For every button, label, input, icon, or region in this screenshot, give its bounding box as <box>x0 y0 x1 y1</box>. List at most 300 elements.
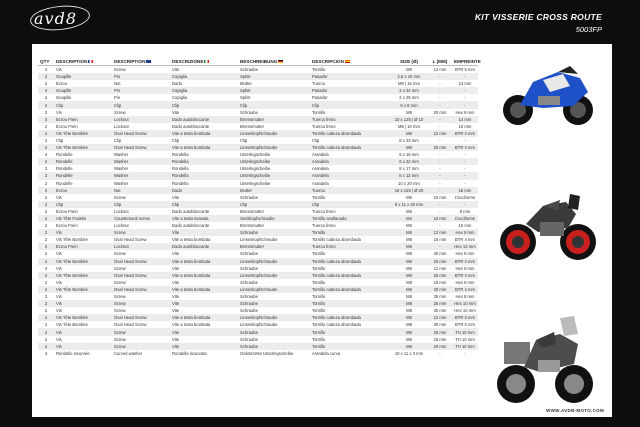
table-cell: Arandela <box>310 172 390 179</box>
table-cell: 2 <box>44 223 48 229</box>
table-row <box>38 208 478 215</box>
table-cell: Rondella <box>170 158 238 165</box>
table-row <box>38 222 478 229</box>
table-cell: Schraube <box>240 336 258 342</box>
table-cell: - <box>428 187 452 194</box>
table-cell: Tornillo <box>312 194 326 200</box>
table-header-row <box>38 58 478 66</box>
table-cell: Clip <box>238 201 310 208</box>
table-cell: M6 <box>406 194 412 200</box>
table-cell: 2 <box>38 101 54 108</box>
table-cell: Clip <box>310 201 390 208</box>
table-cell: Vis <box>56 279 62 285</box>
table-cell: Tornillo cabeza abombada <box>312 322 361 328</box>
table-cell: 8 mm <box>459 208 471 214</box>
table-cell: - <box>439 137 441 143</box>
table-cell: Clip <box>112 101 170 108</box>
table-cell: Vis Tête Bombée <box>54 144 112 151</box>
table-cell: Vite a testa bombata <box>170 130 238 137</box>
table-cell: 2 <box>44 123 48 129</box>
table-row <box>38 265 478 272</box>
table-row <box>38 343 478 350</box>
table-cell: Locknut <box>112 243 170 250</box>
table-cell: Schraube <box>240 265 258 271</box>
table-cell: 2 <box>38 172 54 179</box>
table-cell: 2 <box>38 343 54 350</box>
table-row <box>38 151 478 158</box>
table-cell: Vis <box>56 294 62 300</box>
table-cell: M6 <box>406 223 412 229</box>
table-cell: Screw <box>114 265 126 271</box>
table-cell: Ecrou Frein <box>54 243 112 250</box>
table-cell: 16 mm <box>433 279 447 285</box>
table-cell: Screw <box>114 308 126 314</box>
column-header-label: QTY <box>40 59 50 64</box>
table-cell: - <box>452 158 478 165</box>
table-cell: - <box>439 166 441 172</box>
table-cell: Tuerca freno <box>310 116 390 123</box>
table-cell: Washer <box>112 172 170 179</box>
table-cell: 6 x 8 mm <box>390 101 428 108</box>
table-cell: 2 <box>44 180 48 186</box>
table-cell: Screw <box>114 194 126 200</box>
table-cell: Screw <box>114 279 126 285</box>
table-cell: Vis <box>56 251 62 257</box>
table-cell: 20 mm <box>428 258 452 265</box>
table-cell: 12 mm <box>433 67 447 73</box>
table-row <box>38 158 478 165</box>
table-cell: Clip <box>170 201 238 208</box>
table-cell: Vite <box>172 109 180 115</box>
table-cell: - <box>452 201 478 208</box>
table-cell: Tuerca <box>310 187 390 194</box>
table-cell: Cruciforme <box>454 194 476 200</box>
table-cell: M6 <box>406 237 412 243</box>
table-cell: BTR 4 mm <box>452 272 478 279</box>
table-cell: 8 x 23 mm <box>399 137 419 143</box>
table-cell: Mutter <box>238 187 310 194</box>
table-cell: Copiglia <box>170 87 238 94</box>
table-cell: - <box>439 123 441 129</box>
table-cell: BTR 4 mm <box>452 258 478 265</box>
table-cell: M8 <box>406 322 412 328</box>
table-cell: Vis <box>54 300 112 307</box>
table-cell: Oval Head Screw <box>112 314 170 321</box>
table-cell: 4 <box>38 116 54 123</box>
table-cell: Splint <box>238 73 310 80</box>
adventure-bike-image <box>494 312 594 410</box>
table-cell: Oval Head Screw <box>114 237 147 243</box>
table-cell: 10 x 11 x 3 mm <box>394 350 424 356</box>
table-cell: - <box>428 87 452 94</box>
table-cell: 2 <box>44 109 48 115</box>
table-cell: M8 <box>406 279 412 285</box>
table-cell: Vis <box>54 328 112 335</box>
table-cell: Ecrou <box>56 81 67 87</box>
table-cell: - <box>428 116 452 123</box>
table-cell: 2.5 x 10 mm <box>390 73 428 80</box>
table-cell: 12 mm <box>428 314 452 321</box>
table-cell: Hex 10 mm <box>454 308 476 314</box>
table-cell: Vite a testa bombata <box>170 258 238 265</box>
table-cell: Arandela <box>312 180 329 186</box>
table-cell: BTR 5 mm <box>454 322 475 328</box>
table-cell: BTR 4 mm <box>452 286 478 293</box>
table-cell: Hex 8 mm <box>455 109 475 115</box>
table-cell: Arandela curva <box>312 350 341 356</box>
flag-fr-icon <box>88 60 93 63</box>
table-cell: 2 <box>44 294 48 300</box>
table-row <box>38 336 478 343</box>
table-cell: Unterlegscheibe <box>238 172 310 179</box>
table-cell: 2 <box>38 314 54 321</box>
table-cell: Rondelle incurvée <box>56 350 90 356</box>
table-cell: - <box>464 137 466 143</box>
table-cell: Tornillo <box>310 328 390 335</box>
table-cell: Ecrou Frein <box>54 116 112 123</box>
table-cell: Vite a testa bombata <box>170 314 238 321</box>
table-cell: Clip <box>240 137 248 143</box>
table-cell: Vis <box>56 67 62 73</box>
table-cell: Vite <box>172 194 180 200</box>
table-cell: Pasador <box>312 95 328 101</box>
table-cell: Bremsmutter <box>240 223 264 229</box>
table-cell: - <box>439 350 441 356</box>
table-row <box>38 80 478 87</box>
table-cell: M8 <box>406 308 412 314</box>
table-cell: Vite <box>172 279 180 285</box>
table-cell: Tornillo <box>312 336 326 342</box>
table-cell: Screw <box>112 343 170 350</box>
table-cell: 12 mm <box>428 229 452 236</box>
table-cell: 2 <box>44 137 48 143</box>
table-cell: Hex 8 mm <box>455 251 475 257</box>
table-cell: - <box>464 152 466 158</box>
flag-uk-icon <box>146 60 151 63</box>
table-cell: Oval Head Screw <box>112 130 170 137</box>
table-cell: Vis Tête Bombée <box>54 130 112 137</box>
table-cell: M8 <box>406 251 412 257</box>
table-cell: 25 mm <box>428 272 452 279</box>
table-cell: Pin <box>112 87 170 94</box>
table-cell: M6 <box>406 265 412 271</box>
table-cell: 20 mm <box>428 343 452 350</box>
table-cell: 10 mm <box>433 194 447 200</box>
table-cell: - <box>428 201 452 208</box>
table-cell: Schraube <box>240 308 258 314</box>
table-cell: - <box>439 223 441 229</box>
table-row <box>38 243 478 250</box>
table-cell: Dado autobloccante <box>172 208 210 214</box>
table-cell: Nut <box>114 81 121 87</box>
table-cell: Vis Tête Bombée <box>54 258 112 265</box>
table-cell: Hex 8 mm <box>452 229 478 236</box>
table-row <box>38 350 478 357</box>
table-cell: TH 10 mm <box>455 336 475 342</box>
table-cell: M6 <box>406 336 412 342</box>
table-cell: Oval Head Screw <box>112 258 170 265</box>
table-cell: Pin <box>112 73 170 80</box>
table-cell: 25 mm <box>428 300 452 307</box>
table-cell: Rondelle <box>56 166 73 172</box>
table-cell: 30 mm <box>433 322 447 328</box>
table-cell: Vis Tête Fraisée <box>54 215 112 222</box>
table-cell: Bremsmutter <box>240 208 264 214</box>
table-row <box>38 279 478 286</box>
table-cell: 2 <box>44 208 48 214</box>
table-cell: 20 mm <box>428 286 452 293</box>
table-cell: 40 mm <box>433 251 447 257</box>
table-cell: - <box>428 158 452 165</box>
table-cell: 8 x 11 x 20 mm <box>390 201 428 208</box>
table-cell: Screw <box>112 229 170 236</box>
table-cell: Linsenkopfschraube <box>238 258 310 265</box>
table-cell: Nut <box>112 187 170 194</box>
table-cell: M6 <box>390 286 428 293</box>
table-cell: Curved washer <box>114 350 143 356</box>
table-cell: Linsenkopfschraube <box>238 286 310 293</box>
column-header <box>452 58 481 66</box>
table-cell: Screw <box>112 328 170 335</box>
table-cell: Tornillo <box>312 308 326 314</box>
table-cell: Copiglia <box>172 95 188 101</box>
table-cell: 2 <box>38 187 54 194</box>
table-cell: Pasador <box>310 73 390 80</box>
column-header <box>112 58 170 66</box>
table-cell: 10 mm <box>458 223 472 229</box>
table-cell: Oval Head Screw <box>114 322 147 328</box>
table-cell: Clip <box>170 101 238 108</box>
table-cell: 2 <box>44 336 48 342</box>
table-cell: 25 mm <box>433 294 447 300</box>
table-row <box>38 187 478 194</box>
table-cell: Ecrou Frein <box>56 223 78 229</box>
table-cell: BTR 3 mm <box>452 314 478 321</box>
table-cell: Vis <box>54 343 112 350</box>
table-cell: Ecrou <box>54 187 112 194</box>
table-cell: 2 x 24 mm <box>390 87 428 94</box>
table-cell: 2 <box>44 81 48 87</box>
table-cell: 2 <box>38 258 54 265</box>
table-cell: Bremsmutter <box>238 243 310 250</box>
table-cell: 16 mm <box>433 336 447 342</box>
table-cell: Hex 8 mm <box>455 294 475 300</box>
table-cell: Vis Tête Bombée <box>56 237 88 243</box>
brand-logo: avd8 <box>34 9 77 28</box>
table-cell: Dado <box>170 187 238 194</box>
table-cell: M8 <box>390 300 428 307</box>
table-cell: 10 x 125 | Ø 20 <box>390 187 428 194</box>
table-cell: Screw <box>112 300 170 307</box>
table-cell: Washer <box>114 166 129 172</box>
table-cell: Tuerca freno <box>312 123 336 129</box>
table-cell: Unterlegscheibe <box>240 166 271 172</box>
table-cell: Clip <box>312 137 320 143</box>
table-cell: Clip <box>114 137 122 143</box>
column-header-label: BESCHREIBUNG <box>240 59 278 64</box>
table-cell: Splint <box>240 95 251 101</box>
table-cell: 30 mm <box>433 308 447 314</box>
page-subtitle: 5003FP <box>575 25 602 34</box>
table-cell: Bremsmutter <box>238 116 310 123</box>
table-cell: 2 <box>38 144 54 151</box>
column-header <box>38 58 54 66</box>
column-header-label: L (MM) <box>432 59 448 64</box>
table-cell: Screw <box>114 336 126 342</box>
table-cell: Schraube <box>238 343 310 350</box>
table-cell: 2 <box>44 194 48 200</box>
table-cell: Clip <box>112 201 170 208</box>
table-cell: Schraube <box>240 194 258 200</box>
table-cell: 2 <box>38 215 54 222</box>
table-cell: Dado autobloccante <box>170 116 238 123</box>
table-cell: Vite <box>172 336 180 342</box>
table-row <box>38 250 478 257</box>
table-cell: - <box>439 208 441 214</box>
table-row <box>38 73 478 80</box>
table-cell: 15 mm <box>452 187 478 194</box>
column-header <box>428 58 452 66</box>
table-cell: Cruciforme <box>452 215 478 222</box>
table-cell: 2 <box>44 166 48 172</box>
table-cell: TH 10 mm <box>452 343 478 350</box>
table-cell: Hex 8 mm <box>455 265 475 271</box>
table-cell: Vite <box>172 308 180 314</box>
table-cell: 14 mm <box>452 116 478 123</box>
table-cell: 2 <box>44 279 48 285</box>
table-cell: Vis <box>54 229 112 236</box>
table-row <box>38 307 478 314</box>
table-cell: Vis Tête Bombée <box>54 286 112 293</box>
table-cell: Copiglia <box>170 73 238 80</box>
table-cell: Dado <box>172 81 183 87</box>
table-cell: Clip <box>56 137 64 143</box>
table-cell: - <box>464 166 466 172</box>
table-cell: 6 x 22 mm <box>390 158 428 165</box>
table-row <box>38 165 478 172</box>
table-cell: Rondella incurvata <box>172 350 207 356</box>
table-row <box>38 293 478 300</box>
table-cell: Tornillo avellanado <box>310 215 390 222</box>
table-cell: Rondelle <box>56 180 73 186</box>
table-row <box>38 101 478 108</box>
table-cell: 2 <box>44 95 48 101</box>
table-cell: Bremsmutter <box>240 123 264 129</box>
table-cell: 2 x 28 mm <box>399 95 419 101</box>
table-cell: Tornillo <box>312 279 326 285</box>
table-cell: 2 <box>38 286 54 293</box>
table-cell: Dado autobloccante <box>172 223 210 229</box>
table-cell: 10 mm <box>458 123 472 129</box>
column-header-label: DESCRIPTION <box>114 59 146 64</box>
table-cell: 2 <box>38 158 54 165</box>
table-cell: Screw <box>114 294 126 300</box>
table-cell: Linsenkopfschraube <box>238 130 310 137</box>
table-cell: Goupille <box>54 73 112 80</box>
table-cell: Mutter <box>240 81 252 87</box>
table-cell: Vis <box>56 308 62 314</box>
table-cell: Tornillo cabeza abombada <box>310 286 390 293</box>
table-cell: Unterlegscheibe <box>238 158 310 165</box>
table-row <box>38 286 478 293</box>
table-cell: 2 <box>38 201 54 208</box>
table-cell: Dado autobloccante <box>172 123 210 129</box>
table-cell: - <box>439 152 441 158</box>
table-row <box>38 116 478 123</box>
table-cell: 2 <box>38 130 54 137</box>
table-cell: Arandela <box>310 158 390 165</box>
table-cell: - <box>439 95 441 101</box>
table-cell: M4 <box>390 215 428 222</box>
table-cell: BTR 5 mm <box>454 67 475 73</box>
table-cell: Tornillo cabeza abombada <box>310 314 390 321</box>
table-cell: Arandela <box>312 166 329 172</box>
table-row <box>38 258 478 265</box>
table-cell: M6 <box>390 343 428 350</box>
table-cell: Linsenkopfschraube <box>240 237 278 243</box>
table-row <box>38 229 478 236</box>
table-cell: Washer <box>114 180 129 186</box>
table-cell: Hex 10 mm <box>452 300 478 307</box>
table-cell: Vite a testa bombata <box>170 286 238 293</box>
table-cell: Tornillo <box>312 109 326 115</box>
table-cell: - <box>452 87 478 94</box>
table-cell: 2 <box>38 243 54 250</box>
table-cell: Locknut <box>114 123 129 129</box>
table-row <box>38 144 478 151</box>
table-cell: Vite a testa bombata <box>172 237 211 243</box>
table-cell: Clip <box>172 137 180 143</box>
table-cell: Senkkopfschraube <box>238 215 310 222</box>
sport-bike-image <box>498 60 598 130</box>
table-cell: Locknut <box>114 208 129 214</box>
table-cell: Rondelle <box>54 158 112 165</box>
table-cell: Locknut <box>114 223 129 229</box>
table-cell: - <box>452 101 478 108</box>
table-cell: - <box>428 73 452 80</box>
column-header-label: DESCRIPTION <box>56 59 88 64</box>
table-cell: Screw <box>114 251 126 257</box>
table-cell: M6 <box>390 130 428 137</box>
flag-es-icon <box>345 60 350 63</box>
table-cell: Rondella <box>172 180 189 186</box>
table-cell: Schraube <box>240 294 258 300</box>
table-cell: 6 x 12 mm <box>390 172 428 179</box>
table-cell: 2 <box>44 237 48 243</box>
table-cell: Tuerca freno <box>312 223 336 229</box>
table-cell: Vite <box>172 67 180 73</box>
table-cell: Rondelle <box>54 172 112 179</box>
table-cell: M6 <box>390 144 428 151</box>
table-cell: Ecrou Frein <box>56 208 78 214</box>
table-row <box>38 137 478 144</box>
table-cell: Clip <box>238 101 310 108</box>
table-row <box>38 328 478 335</box>
table-cell: Vite <box>170 343 238 350</box>
table-cell: Tornillo cabeza abombada <box>310 130 390 137</box>
table-row <box>38 272 478 279</box>
table-cell: M6 <box>390 272 428 279</box>
table-cell: Vite <box>172 265 180 271</box>
table-cell: Dado autobloccante <box>170 243 238 250</box>
table-cell: BTR 4 mm <box>452 130 478 137</box>
table-cell: M6 <box>390 258 428 265</box>
table-row <box>38 236 478 243</box>
table-cell: Vite <box>170 229 238 236</box>
table-body <box>38 66 478 357</box>
table-cell: Linsenkopfschraube <box>238 272 310 279</box>
table-cell: 4 <box>38 87 54 94</box>
